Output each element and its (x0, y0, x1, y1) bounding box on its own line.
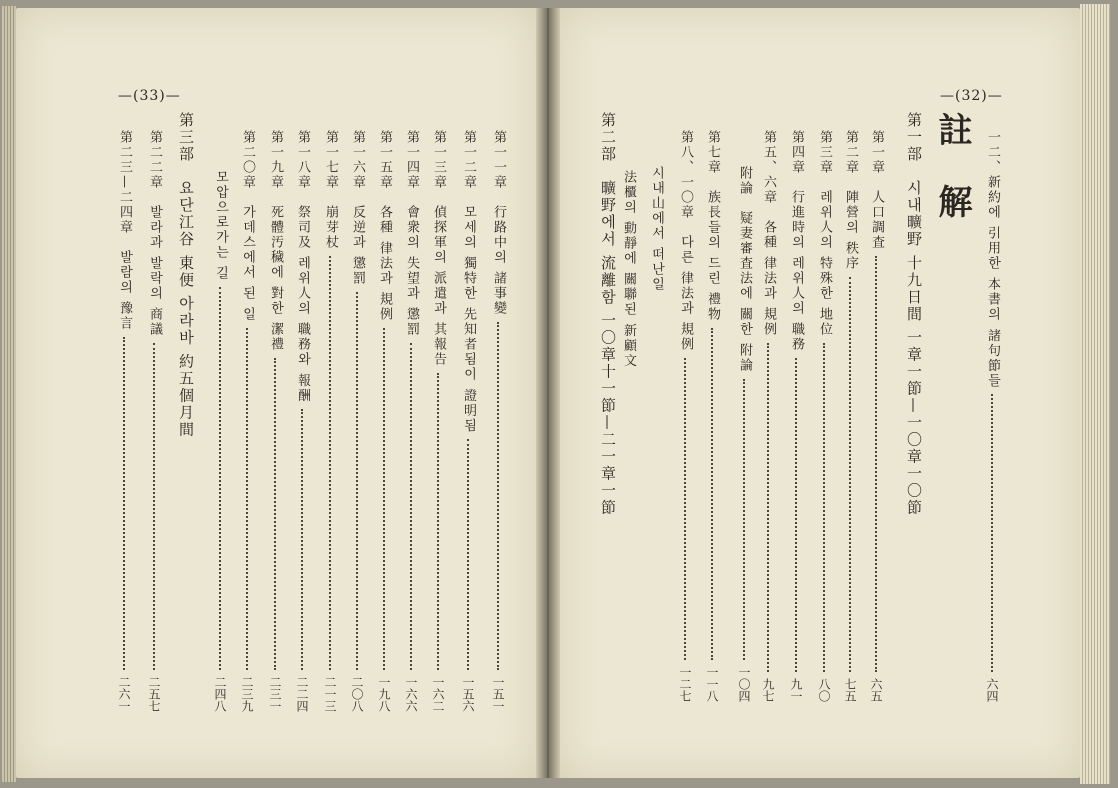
toc-page-number: 七五 (843, 678, 857, 702)
toc-entry (148, 130, 161, 712)
page-edges-left (2, 6, 16, 782)
toc-entry (118, 130, 131, 712)
toc-entry-title: 第四章 行進時의 레위人의 職務 (789, 130, 804, 353)
toc-page-number: 一一八 (705, 666, 719, 702)
book-gutter (536, 8, 560, 778)
toc-entry (241, 130, 254, 712)
leader-dots (743, 379, 745, 660)
toc-page-number: 二一三 (323, 676, 337, 712)
toc-page-number: 二〇八 (350, 676, 364, 712)
toc-entry (986, 130, 999, 702)
toc-page-number: 二四八 (213, 676, 227, 712)
toc-entry-title: 第三章 레위人의 特殊한 地位 (817, 130, 832, 338)
toc-entry-title: 第二章 陣營의 秩序 (843, 130, 858, 272)
toc-entry (870, 130, 883, 702)
toc-entry (844, 130, 857, 702)
toc-page-number: 一五六 (461, 676, 475, 712)
toc-entry-title: 第一七章 崩芽杖 (323, 130, 338, 250)
toc-entry-title: 第一五章 各種 律法과 規例 (377, 130, 392, 323)
toc-page-number: 二五七 (147, 676, 161, 712)
toc-entry-title: 第一二章 모세의 獨特한 先知者됨이 證明됨 (461, 130, 476, 434)
toc-entry (378, 130, 391, 712)
toc-entry (324, 130, 337, 712)
toc-entry-title: 第八、一〇章 다른 律法과 規例 (678, 130, 693, 353)
toc-entry (818, 130, 831, 702)
toc-page-number: 一九八 (377, 676, 391, 712)
toc-entry-title: 시내山에서 떠난일 (649, 166, 664, 293)
toc-page-number: 二三九 (240, 676, 254, 712)
toc-entry-title: 第二〇章 가데스에서 된 일 (240, 130, 255, 323)
page-number-left: —(33)— (118, 88, 181, 104)
toc-entry-title: 第一九章 死體汚穢에 對한 潔禮 (268, 130, 283, 353)
toc-entry-title: 第一八章 祭司及 레위人의 職務와 報酬 (295, 130, 310, 404)
toc-entry (679, 130, 692, 702)
toc-page-number: 一五一 (491, 676, 505, 712)
toc-entry-title: 第一三章 偵探軍의 派遣과 其報告 (431, 130, 446, 368)
leader-dots (684, 358, 686, 660)
toc-entry (906, 112, 921, 517)
toc-entry (600, 112, 615, 517)
toc-page-number: 九一 (789, 678, 803, 702)
leader-dots (246, 328, 248, 670)
page-number-right: —(32)— (940, 88, 1003, 104)
toc-entry (214, 170, 227, 712)
toc-entry (405, 130, 418, 712)
toc-entry (932, 112, 972, 220)
toc-entry (492, 130, 505, 712)
leader-dots (356, 292, 358, 670)
toc-entry (762, 130, 775, 702)
toc-entry-title: 第三部 요단江谷 東便 아라바 約五個月間 (177, 112, 195, 439)
toc-page-number: 一〇四 (737, 666, 751, 702)
leader-dots (497, 322, 499, 670)
toc-entry-title: 모압으로가는 길 (213, 170, 228, 282)
leader-dots (274, 358, 276, 670)
leader-dots (795, 358, 797, 672)
toc-entry-title: 附論 疑妻審査法에 關한 附論 (737, 166, 752, 374)
toc-entry-title: 第一部 시내曠野 十九日間 一章一節—一〇章一〇節 (905, 112, 923, 517)
toc-page-number: 二六一 (117, 676, 131, 712)
toc-page-number: 二三一 (268, 676, 282, 712)
toc-page-number: 九七 (761, 678, 775, 702)
leader-dots (823, 343, 825, 672)
toc-entry (296, 130, 309, 712)
toc-page-number: 一二七 (678, 666, 692, 702)
leader-dots (123, 337, 125, 670)
leader-dots (410, 343, 412, 670)
leader-dots (301, 409, 303, 670)
toc-entry-title: 法櫃의 動靜에 關聯된 新顧文 (621, 170, 636, 369)
toc-entry (462, 130, 475, 712)
toc-entry-title: 第七章 族長들의 드린 禮物 (705, 130, 720, 323)
toc-entry (706, 130, 719, 702)
toc-entry (351, 130, 364, 712)
toc-entry (650, 166, 663, 292)
leader-dots (991, 394, 993, 672)
leader-dots (767, 343, 769, 672)
toc-entry-title: 第二部 曠野에서 流離함 一〇章十一節—二一章一節 (599, 112, 617, 517)
toc-page-number: 八〇 (817, 678, 831, 702)
toc-entry (738, 166, 751, 702)
leader-dots (383, 328, 385, 670)
toc-entry-title: 第一一章 行路中의 諸事變 (491, 130, 506, 317)
toc-entry-title: 第一四章 會衆의 失望과 懲罰 (404, 130, 419, 338)
toc-entry (622, 170, 635, 368)
leader-dots (153, 343, 155, 670)
toc-entry-title: 第二三—二四章 발람의 豫言 (117, 130, 132, 332)
toc-entry (790, 130, 803, 702)
leader-dots (219, 287, 221, 670)
leader-dots (711, 328, 713, 660)
toc-entry-title: 第五、六章 各種 律法과 規例 (761, 130, 776, 338)
toc-entry (178, 112, 193, 438)
toc-entry-title: 第一章 人口調査 (869, 130, 884, 250)
toc-page-number: 六四 (985, 678, 999, 702)
toc-entry (269, 130, 282, 712)
leader-dots (467, 439, 469, 670)
toc-page-number: 一六六 (404, 676, 418, 712)
leader-dots (437, 373, 439, 670)
toc-entry-title: 註 解 (932, 112, 972, 220)
leader-dots (849, 277, 851, 672)
leader-dots (329, 256, 331, 670)
toc-page-number: 一六二 (431, 676, 445, 712)
toc-entry-title: 第二二章 발라과 발락의 商議 (147, 130, 162, 338)
toc-entry-title: 第一六章 反逆과 懲罰 (350, 130, 365, 287)
toc-page-number: 六五 (869, 678, 883, 702)
leader-dots (875, 256, 877, 672)
page-edges-right (1080, 4, 1110, 784)
toc-entry (432, 130, 445, 712)
toc-page-number: 二二四 (295, 676, 309, 712)
toc-entry-title: 一二、新約에 引用한 本書의 諸句節들 (985, 130, 1000, 389)
